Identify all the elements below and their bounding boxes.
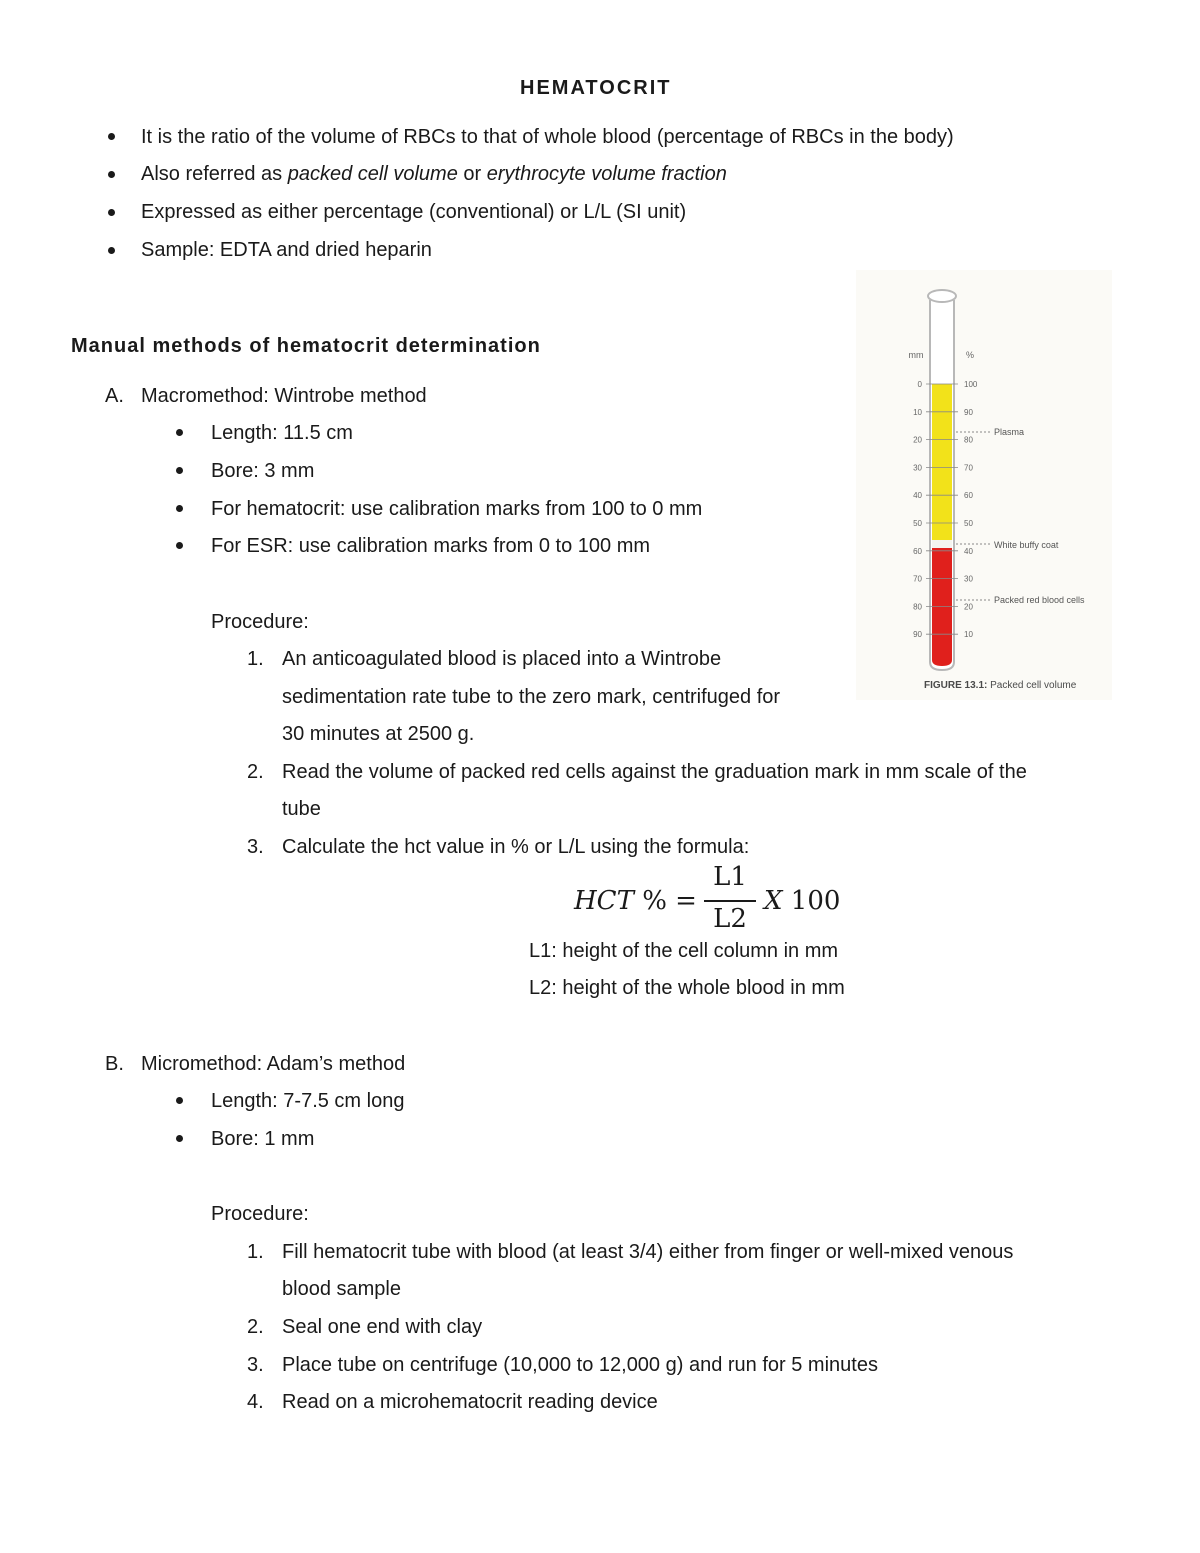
intro-bullet-2-mid: or [457, 163, 487, 185]
definition-l2: L2: height of the whole blood in mm [529, 977, 845, 999]
formula-hct: HCT [574, 886, 634, 916]
macro-spec-bore: Bore: 3 mm [211, 460, 315, 482]
term-packed-cell-volume: packed cell volume [287, 163, 458, 185]
micro-spec-length: Length: 7-7.5 cm long [211, 1090, 405, 1112]
formula-lhs [574, 886, 697, 916]
mm-tick-label: 0 [917, 380, 922, 389]
section-heading: Manual methods of hematocrit determination [71, 335, 541, 357]
bullet-icon [176, 1135, 183, 1142]
pct-axis-label: % [966, 350, 975, 360]
pct-tick-label: 20 [964, 602, 973, 612]
pct-tick-label: 40 [964, 546, 973, 556]
buffy-coat-layer [932, 540, 952, 548]
micro-step-3-line-1: Place tube on centrifuge (10,000 to 12,000 g) and run for 5 minutes [282, 1354, 878, 1376]
bullet-icon [176, 1097, 183, 1104]
figure-background [856, 270, 1112, 700]
macro-procedure-label: Procedure: [211, 611, 309, 633]
plasma-layer [932, 384, 952, 540]
page-title: HEMATOCRIT [520, 77, 672, 99]
pct-tick-label: 80 [964, 435, 973, 445]
packed-label: Packed red blood cells [994, 595, 1085, 605]
mm-tick-label: 60 [913, 546, 922, 556]
bullet-icon [108, 133, 115, 140]
pct-tick-label: 90 [964, 407, 973, 417]
macro-spec-hct: For hematocrit: use calibration marks from 100 to 0 mm [211, 498, 703, 520]
macro-step-3-num: 3. [247, 836, 264, 858]
bullet-icon [176, 429, 183, 436]
micro-procedure-label: Procedure: [211, 1203, 309, 1225]
formula-100: 100 [790, 886, 841, 916]
macro-step-1-line-3: 30 minutes at 2500 g. [282, 723, 475, 745]
macro-step-1-line-1: An anticoagulated blood is placed into a Wintrobe [282, 648, 722, 670]
macro-spec-length: Length: 11.5 cm [211, 422, 353, 444]
micro-step-2-num: 2. [247, 1316, 264, 1338]
bullet-icon [176, 467, 183, 474]
pct-tick-label: 70 [964, 463, 973, 473]
intro-bullet-1: It is the ratio of the volume of RBCs to that of whole blood (percentage of RBCs in the body) [141, 126, 954, 148]
bullet-icon [108, 247, 115, 254]
micro-step-2-line-1: Seal one end with clay [282, 1316, 483, 1338]
figure-caption-number: FIGURE 13.1: [924, 680, 988, 691]
mm-axis-label: mm [908, 350, 924, 360]
mm-tick-label: 70 [913, 574, 922, 584]
mm-tick-label: 40 [913, 491, 922, 501]
macro-title: Macromethod: Wintrobe method [141, 385, 427, 407]
micro-step-4-line-1: Read on a microhematocrit reading device [282, 1391, 658, 1413]
macro-step-1-num: 1. [247, 648, 264, 670]
pct-tick-label: 10 [964, 630, 973, 640]
formula-denominator: L2 [713, 904, 747, 934]
figure-caption [924, 680, 1077, 691]
buffy-label: White buffy coat [994, 540, 1059, 550]
formula-rhs [764, 886, 840, 916]
intro-bullet-3: Expressed as either percentage (conventional) or L/L (SI unit) [141, 201, 687, 223]
intro-bullet-2 [141, 162, 727, 186]
macro-spec-esr: For ESR: use calibration marks from 0 to 100 mm [211, 535, 651, 557]
mm-tick-label: 20 [913, 435, 922, 445]
micro-title: Micromethod: Adam’s method [141, 1053, 406, 1075]
rbc-layer [932, 548, 952, 666]
pct-tick-label: 30 [964, 574, 973, 584]
mm-tick-label: 80 [913, 602, 922, 612]
term-erythrocyte-volume-fraction: erythrocyte volume fraction [486, 163, 727, 185]
mm-tick-label: 30 [913, 463, 922, 473]
macro-marker: A. [105, 385, 124, 407]
plasma-label: Plasma [994, 427, 1025, 437]
macro-step-3-line-1: Calculate the hct value in % or L/L using the formula: [282, 836, 750, 858]
figure-caption-text: Packed cell volume [987, 680, 1077, 691]
wintrobe-tube-figure [856, 270, 1112, 700]
bullet-icon [108, 171, 115, 178]
mm-tick-label: 10 [913, 407, 922, 417]
bullet-icon [176, 542, 183, 549]
micro-step-1-num: 1. [247, 1241, 264, 1263]
pct-tick-label: 60 [964, 491, 973, 501]
formula-numerator: L1 [713, 862, 747, 892]
definition-l1: L1: height of the cell column in mm [529, 940, 839, 962]
tube-rim [928, 290, 956, 302]
mm-tick-label: 90 [913, 630, 922, 640]
macro-step-2-line-2: tube [282, 798, 321, 820]
micro-spec-bore: Bore: 1 mm [211, 1128, 315, 1150]
macro-step-1-line-2: sedimentation rate tube to the zero mark, centrifuged for [282, 686, 781, 708]
mm-tick-label: 50 [913, 519, 922, 528]
formula-pct-equals: % = [642, 886, 697, 916]
micro-step-1-line-2: blood sample [282, 1278, 401, 1300]
micro-step-4-num: 4. [247, 1391, 264, 1413]
micro-marker: B. [105, 1053, 124, 1075]
formula-x: X [764, 886, 783, 916]
pct-tick-label: 50 [964, 519, 973, 528]
formula-fraction-bar [704, 900, 756, 902]
bullet-icon [176, 505, 183, 512]
macro-step-2-num: 2. [247, 761, 264, 783]
intro-bullet-4: Sample: EDTA and dried heparin [141, 239, 432, 261]
macro-step-2-line-1: Read the volume of packed red cells against the graduation mark in mm scale of the [282, 761, 1027, 783]
pct-tick-label: 100 [964, 380, 978, 389]
intro-bullet-2-pre: Also referred as [141, 163, 288, 185]
micro-step-1-line-1: Fill hematocrit tube with blood (at least 3/4) either from finger or well-mixed venous [282, 1241, 1014, 1263]
micro-step-3-num: 3. [247, 1354, 264, 1376]
bullet-icon [108, 209, 115, 216]
